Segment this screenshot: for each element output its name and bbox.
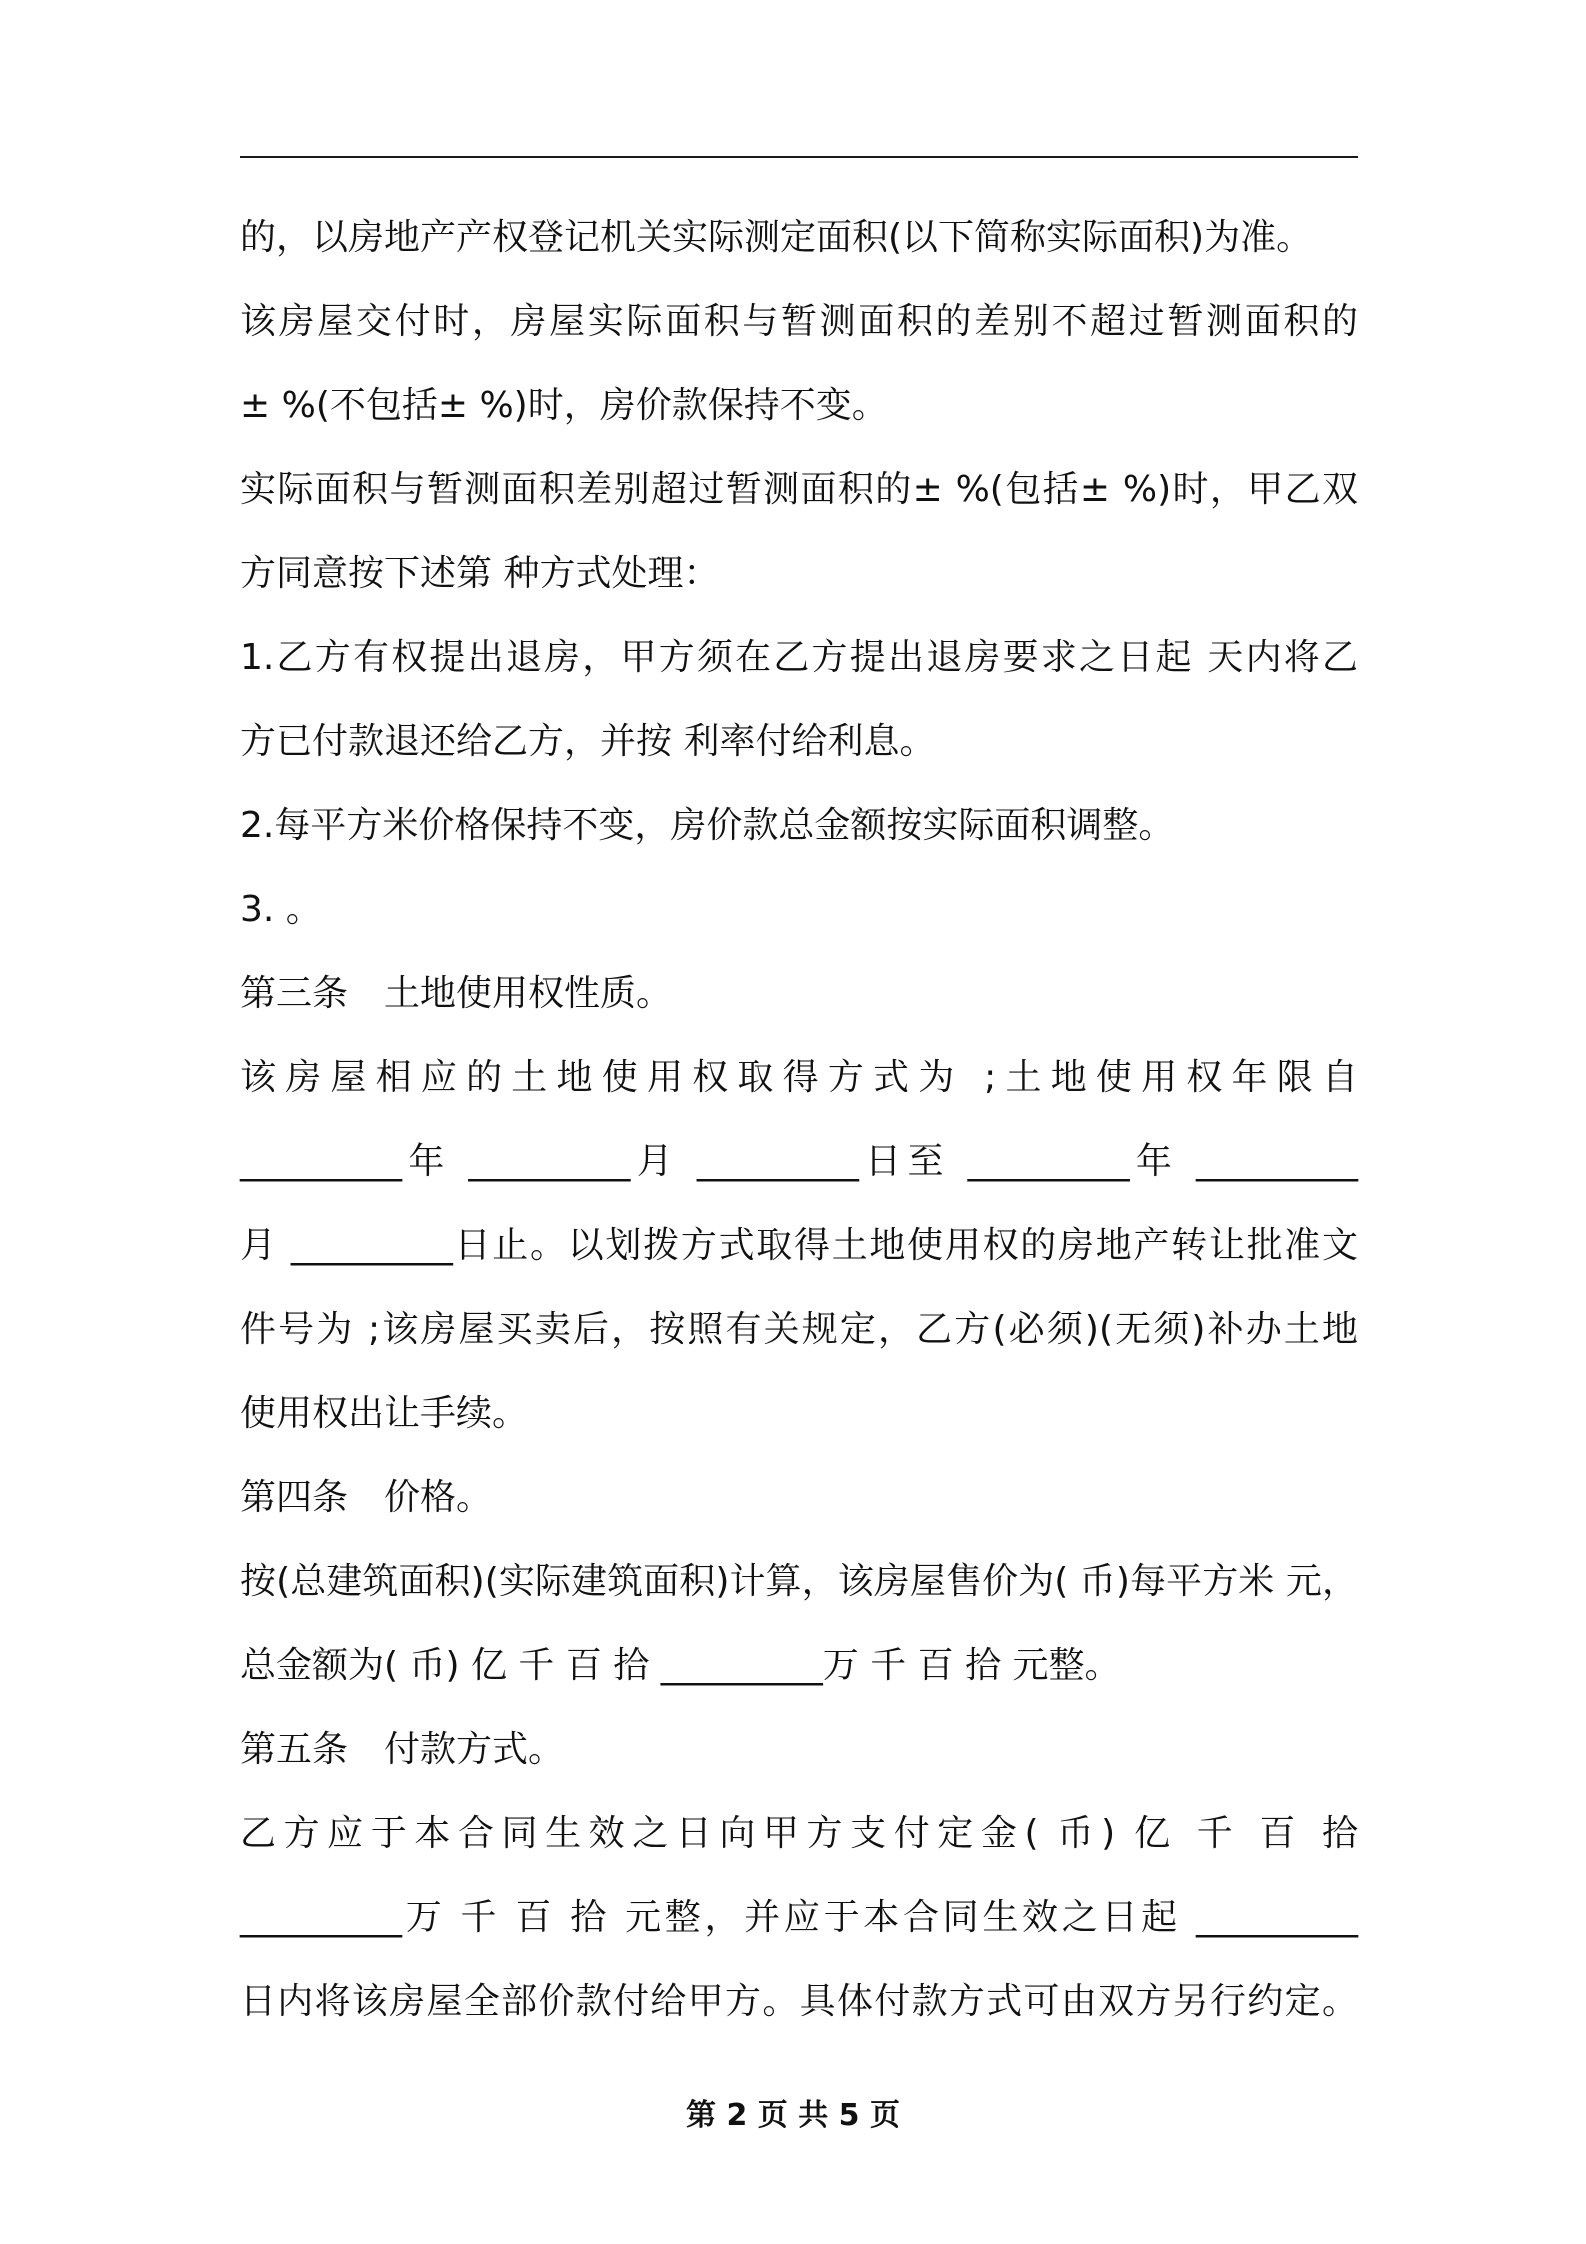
paragraph-line: 日内将该房屋全部价款付给甲方。具体付款方式可由双方另行约定。 bbox=[240, 1981, 1358, 2022]
paragraph-line: _________万 千 百 拾 元整，并应于本合同生效之日起 _________ bbox=[240, 1897, 1358, 1938]
document-body bbox=[240, 196, 1358, 2044]
paragraph-line: 月 _________日止。以划拨方式取得土地使用权的房地产转让批准文 bbox=[240, 1225, 1358, 1266]
paragraph-line: 乙方应于本合同生效之日向甲方支付定金( 币) 亿 千 百 拾 bbox=[240, 1813, 1358, 1854]
paragraph-line: ± %(不包括± %)时，房价款保持不变。 bbox=[240, 385, 888, 426]
paragraph-line: 2.每平方米价格保持不变，房价款总金额按实际面积调整。 bbox=[240, 805, 1175, 846]
paragraph-line: 方已付款退还给乙方，并按 利率付给利息。 bbox=[240, 721, 936, 762]
paragraph-line: 按(总建筑面积)(实际建筑面积)计算，该房屋售价为( 币)每平方米 元， bbox=[240, 1561, 1358, 1602]
section-heading: 第三条 土地使用权性质。 bbox=[240, 973, 673, 1014]
paragraph-line: 总金额为( 币) 亿 千 百 拾 _________万 千 百 拾 元整。 bbox=[240, 1645, 1121, 1686]
paragraph-line: 的，以房地产产权登记机关实际测定面积(以下简称实际面积)为准。 bbox=[240, 217, 1313, 258]
header-rule bbox=[240, 156, 1358, 158]
section-heading: 第四条 价格。 bbox=[240, 1477, 493, 1518]
paragraph-line: 1.乙方有权提出退房，甲方须在乙方提出退房要求之日起 天内将乙 bbox=[240, 637, 1358, 678]
paragraph-line: 使用权出让手续。 bbox=[240, 1393, 529, 1434]
paragraph-line: 方同意按下述第 种方式处理： bbox=[240, 553, 720, 594]
section-heading: 第五条 付款方式。 bbox=[240, 1729, 565, 1770]
paragraph-line: 该房屋相应的土地使用权取得方式为 ;土地使用权年限自 bbox=[240, 1057, 1358, 1098]
paragraph-line: 该房屋交付时，房屋实际面积与暂测面积的差别不超过暂测面积的 bbox=[240, 301, 1358, 342]
paragraph-line: _________年 _________月 _________日至 _________年 _________ bbox=[240, 1141, 1358, 1182]
paragraph-line: 实际面积与暂测面积差别超过暂测面积的± %(包括± %)时，甲乙双 bbox=[240, 469, 1358, 510]
paragraph-line: 件号为 ;该房屋买卖后，按照有关规定，乙方(必须)(无须)补办土地 bbox=[240, 1309, 1358, 1350]
page-number-footer: 第 2 页 共 5 页 bbox=[686, 2098, 900, 2133]
paragraph-line: 3. 。 bbox=[240, 889, 322, 930]
